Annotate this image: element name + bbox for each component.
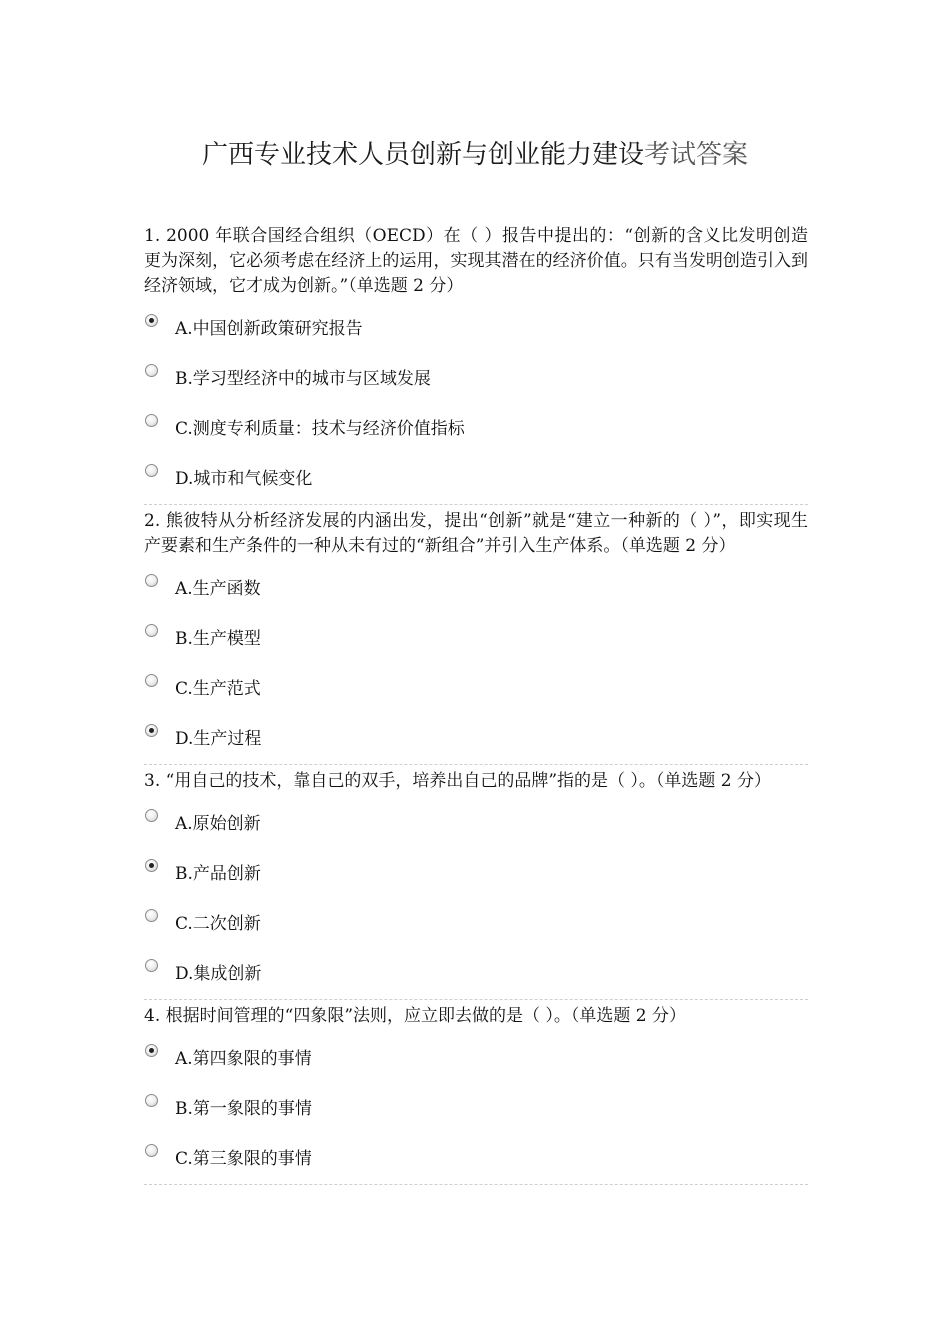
- option-label: A.生产函数: [175, 578, 261, 599]
- option-item[interactable]: [144, 664, 808, 714]
- question-4: [144, 1004, 808, 1184]
- option-label: A.第四象限的事情: [175, 1048, 312, 1069]
- option-item[interactable]: [144, 1084, 808, 1134]
- radio-icon[interactable]: [145, 959, 158, 972]
- option-item[interactable]: [144, 1034, 808, 1084]
- page-title: [0, 134, 950, 171]
- option-list: [144, 1034, 808, 1184]
- option-label: C.第三象限的事情: [175, 1148, 312, 1169]
- question-text: 4. 根据时间管理的“四象限”法则，应立即去做的是（ ）。（单选题 2 分）: [144, 1006, 687, 1026]
- radio-icon[interactable]: [145, 464, 158, 477]
- option-label: D.集成创新: [175, 963, 262, 984]
- option-label: B.第一象限的事情: [175, 1098, 312, 1119]
- question-divider: [144, 504, 808, 505]
- option-item[interactable]: [144, 354, 808, 404]
- option-label: A.中国创新政策研究报告: [175, 318, 363, 339]
- question-divider: [144, 764, 808, 765]
- radio-icon[interactable]: [145, 809, 158, 822]
- option-item[interactable]: [144, 1134, 808, 1184]
- radio-icon[interactable]: [145, 414, 158, 427]
- radio-icon[interactable]: [145, 574, 158, 587]
- radio-icon[interactable]: [145, 364, 158, 377]
- option-item[interactable]: [144, 849, 808, 899]
- radio-icon[interactable]: [145, 909, 158, 922]
- quiz: [144, 224, 808, 1189]
- question-text: 2. 熊彼特从分析经济发展的内涵出发，提出“创新”就是“建立一种新的（ ）”，即实现生产要素和生产条件的一种从未有过的“新组合”并引入生产体系。（单选题 2 分）: [144, 511, 808, 556]
- option-item[interactable]: [144, 564, 808, 614]
- question-1: [144, 224, 808, 504]
- question-divider: [144, 999, 808, 1000]
- question-divider: [144, 1184, 808, 1185]
- radio-icon[interactable]: [145, 1144, 158, 1157]
- question-text: 1. 2000 年联合国经合组织（OECD）在（ ）报告中提出的：“创新的含义比发明创造更为深刻，它必须考虑在经济上的运用，实现其潜在的经济价值。只有当发明创造引入到经济领域，它才成为创新。”（单选题 2 分）: [144, 226, 808, 296]
- radio-icon[interactable]: [145, 624, 158, 637]
- option-label: D.城市和气候变化: [175, 468, 313, 489]
- page-title-main: 广西专业技术人员创新与创业能力建设: [201, 140, 644, 170]
- option-label: B.产品创新: [175, 863, 261, 884]
- option-label: C.二次创新: [175, 913, 261, 934]
- option-item[interactable]: [144, 614, 808, 664]
- option-label: C.生产范式: [175, 678, 261, 699]
- page-title-suffix: 考试答案: [644, 140, 749, 170]
- option-label: A.原始创新: [175, 813, 261, 834]
- question-2: [144, 509, 808, 764]
- option-item[interactable]: [144, 404, 808, 454]
- radio-icon[interactable]: [145, 1044, 158, 1057]
- radio-icon[interactable]: [145, 1094, 158, 1107]
- option-item[interactable]: [144, 454, 808, 504]
- option-label: B.生产模型: [175, 628, 261, 649]
- option-item[interactable]: [144, 799, 808, 849]
- option-item[interactable]: [144, 304, 808, 354]
- option-item[interactable]: [144, 714, 808, 764]
- radio-icon[interactable]: [145, 724, 158, 737]
- option-label: B.学习型经济中的城市与区域发展: [175, 368, 431, 389]
- radio-icon[interactable]: [145, 859, 158, 872]
- question-3: [144, 769, 808, 999]
- option-item[interactable]: [144, 899, 808, 949]
- option-list: [144, 799, 808, 999]
- option-item[interactable]: [144, 949, 808, 999]
- option-label: C.测度专利质量：技术与经济价值指标: [175, 418, 465, 439]
- radio-icon[interactable]: [145, 314, 158, 327]
- option-list: [144, 564, 808, 764]
- option-label: D.生产过程: [175, 728, 262, 749]
- radio-icon[interactable]: [145, 674, 158, 687]
- question-text: 3. “用自己的技术，靠自己的双手，培养出自己的品牌”指的是（ ）。（单选题 2 分）: [144, 771, 772, 791]
- option-list: [144, 304, 808, 504]
